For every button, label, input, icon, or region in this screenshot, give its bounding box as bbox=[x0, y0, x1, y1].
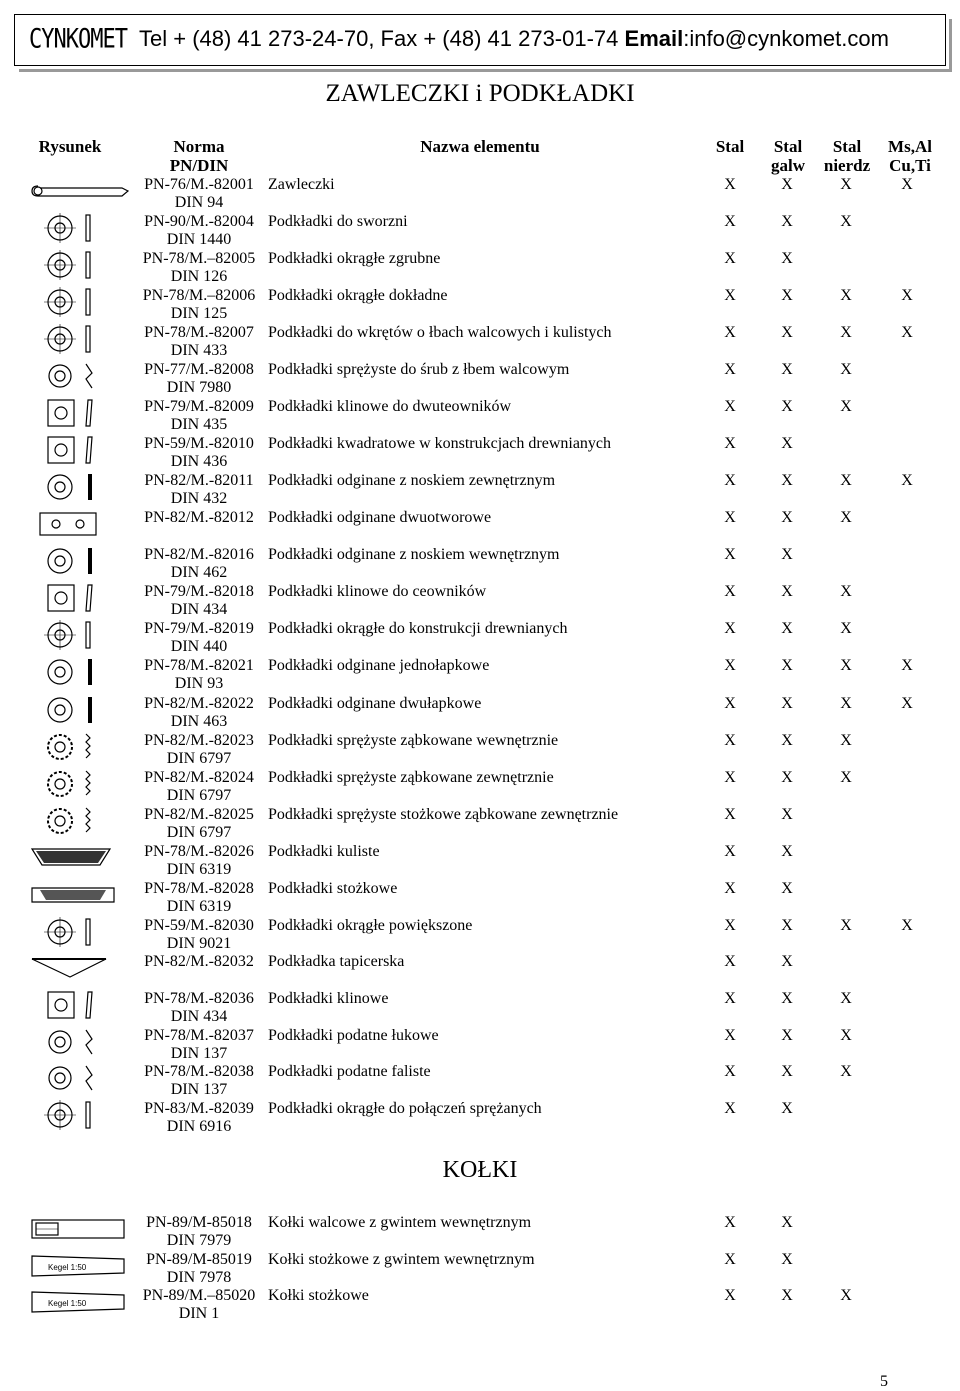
material-mark: X bbox=[781, 880, 793, 897]
section-title-pins: KOŁKI bbox=[442, 1157, 518, 1183]
element-name: Podkładki podatne faliste bbox=[268, 1063, 431, 1080]
material-mark: X bbox=[724, 806, 736, 823]
col-header-stainless-line2: nierdz bbox=[823, 156, 871, 175]
norm-cell bbox=[134, 843, 264, 879]
material-mark: X bbox=[724, 843, 736, 860]
material-mark: X bbox=[781, 1251, 793, 1268]
material-mark: X bbox=[781, 213, 793, 230]
element-name: Podkładki kwadratowe w konstrukcjach drewnianych bbox=[268, 435, 612, 452]
din-code: DIN 6797 bbox=[166, 750, 232, 767]
pn-code: PN-78/M.-82021 bbox=[144, 657, 254, 674]
washer-icon bbox=[30, 213, 130, 243]
pn-code: PN-89/M-85019 bbox=[146, 1251, 252, 1268]
norm-cell bbox=[134, 435, 264, 471]
svg-text:Kegel 1:50: Kegel 1:50 bbox=[48, 1299, 87, 1308]
element-name: Kołki walcowe z gwintem wewnętrznym bbox=[268, 1214, 532, 1231]
material-mark: X bbox=[724, 361, 736, 378]
din-code: DIN 433 bbox=[170, 342, 228, 359]
material-mark: X bbox=[840, 657, 852, 674]
taper-pin-icon bbox=[30, 1251, 130, 1281]
tab-washer-icon bbox=[30, 695, 130, 725]
email-label: Email bbox=[624, 26, 684, 51]
spring-washer-icon bbox=[30, 1027, 130, 1057]
material-mark: X bbox=[840, 990, 852, 1007]
pn-code: PN-82/M.-82024 bbox=[144, 769, 254, 786]
norm-cell bbox=[134, 806, 264, 842]
material-mark: X bbox=[781, 1214, 793, 1231]
material-mark: X bbox=[781, 324, 793, 341]
element-name: Podkładki klinowe do dwuteowników bbox=[268, 398, 512, 415]
element-name: Podkładki sprężyste ząbkowane wewnętrznie bbox=[268, 732, 559, 749]
pn-code: PN-79/M.-82019 bbox=[144, 620, 254, 637]
material-mark: X bbox=[840, 1027, 852, 1044]
material-mark: X bbox=[781, 546, 793, 563]
pn-code: PN-79/M.-82018 bbox=[144, 583, 254, 600]
din-code: DIN 434 bbox=[170, 1008, 228, 1025]
pn-code: PN-78/M.-82026 bbox=[144, 843, 254, 860]
norm-cell bbox=[134, 990, 264, 1026]
element-name: Kołki stożkowe bbox=[268, 1287, 369, 1304]
norm-cell bbox=[134, 917, 264, 953]
material-mark: X bbox=[781, 472, 793, 489]
material-mark: X bbox=[724, 250, 736, 267]
material-mark: X bbox=[901, 324, 913, 341]
upholstery-washer-icon bbox=[30, 953, 130, 983]
material-mark: X bbox=[724, 287, 736, 304]
pn-code: PN-82/M.-82022 bbox=[144, 695, 254, 712]
material-mark: X bbox=[724, 732, 736, 749]
spring-washer-icon bbox=[30, 361, 130, 391]
material-mark: X bbox=[724, 657, 736, 674]
spherical-washer-icon bbox=[30, 843, 130, 873]
element-name: Kołki stożkowe z gwintem wewnętrznym bbox=[268, 1251, 535, 1268]
din-code: DIN 9021 bbox=[166, 935, 232, 952]
element-name: Podkładki odginane dwułapkowe bbox=[268, 695, 482, 712]
square-washer-icon bbox=[30, 398, 130, 428]
material-mark: X bbox=[724, 398, 736, 415]
material-mark: X bbox=[724, 880, 736, 897]
norm-cell bbox=[134, 1287, 264, 1323]
din-code: DIN 1440 bbox=[166, 231, 232, 248]
pn-code: PN-82/M.-82011 bbox=[144, 472, 254, 489]
toothed-washer-icon bbox=[30, 769, 130, 799]
din-code: DIN 6319 bbox=[166, 861, 232, 878]
element-name: Podkładki sprężyste stożkowe ząbkowane zewnętrznie bbox=[268, 806, 619, 823]
cotter-pin-icon bbox=[30, 176, 130, 206]
material-mark: X bbox=[781, 1287, 793, 1304]
norm-cell bbox=[134, 1063, 264, 1099]
element-name: Podkładki okrągłe dokładne bbox=[268, 287, 448, 304]
norm-cell bbox=[134, 695, 264, 731]
material-mark: X bbox=[781, 1063, 793, 1080]
norm-cell bbox=[134, 1100, 264, 1136]
material-mark: X bbox=[724, 1214, 736, 1231]
pn-code: PN-78/M.–82005 bbox=[142, 250, 256, 267]
washer-icon bbox=[30, 620, 130, 650]
col-header-galvanized-line2: galw bbox=[771, 156, 805, 175]
din-code: DIN 435 bbox=[170, 416, 228, 433]
norm-cell bbox=[134, 176, 264, 212]
material-mark: X bbox=[840, 1287, 852, 1304]
spring-washer-icon bbox=[30, 1063, 130, 1093]
material-mark: X bbox=[724, 546, 736, 563]
washer-icon bbox=[30, 250, 130, 280]
material-mark: X bbox=[724, 917, 736, 934]
washer-icon bbox=[30, 287, 130, 317]
element-name: Podkładka tapicerska bbox=[268, 953, 405, 970]
pn-code: PN-82/M.-82023 bbox=[144, 732, 254, 749]
material-mark: X bbox=[840, 583, 852, 600]
col-header-norm-line1: Norma bbox=[173, 137, 225, 156]
material-mark: X bbox=[781, 287, 793, 304]
norm-cell bbox=[134, 324, 264, 360]
square-washer-icon bbox=[30, 435, 130, 465]
material-mark: X bbox=[840, 472, 852, 489]
pn-code: PN-78/M.-82036 bbox=[144, 990, 254, 1007]
norm-cell bbox=[134, 732, 264, 768]
din-code: DIN 432 bbox=[170, 490, 228, 507]
col-header-stainless-line1: Stal bbox=[832, 137, 862, 156]
norm-cell bbox=[134, 472, 264, 508]
col-header-drawing: Rysunek bbox=[38, 137, 102, 156]
material-mark: X bbox=[724, 1100, 736, 1117]
norm-cell bbox=[134, 213, 264, 249]
material-mark: X bbox=[724, 990, 736, 1007]
element-name: Podkładki stożkowe bbox=[268, 880, 398, 897]
norm-cell bbox=[134, 361, 264, 397]
din-code: DIN 94 bbox=[174, 194, 224, 211]
element-name: Podkładki okrągłe zgrubne bbox=[268, 250, 441, 267]
col-header-stainless bbox=[818, 137, 876, 175]
washer-icon bbox=[30, 917, 130, 947]
svg-text:Kegel 1:50: Kegel 1:50 bbox=[48, 1263, 87, 1272]
col-header-norm-line2: PN/DIN bbox=[169, 156, 229, 175]
pn-code: PN-79/M.-82009 bbox=[144, 398, 254, 415]
din-code: DIN 126 bbox=[170, 268, 228, 285]
norm-cell bbox=[134, 1214, 264, 1250]
norm-cell bbox=[134, 769, 264, 805]
din-code: DIN 434 bbox=[170, 601, 228, 618]
pn-code: PN-90/M.-82004 bbox=[144, 213, 254, 230]
material-mark: X bbox=[724, 472, 736, 489]
pn-code: PN-78/M.-82028 bbox=[144, 880, 254, 897]
din-code: DIN 462 bbox=[170, 564, 228, 581]
washer-icon bbox=[30, 1100, 130, 1130]
pn-code: PN-82/M.-82025 bbox=[144, 806, 254, 823]
element-name: Podkładki do wkrętów o łbach walcowych i kulistych bbox=[268, 324, 612, 341]
material-mark: X bbox=[781, 361, 793, 378]
contact-line bbox=[139, 26, 889, 52]
material-mark: X bbox=[840, 620, 852, 637]
pn-code: PN-89/M-85018 bbox=[146, 1214, 252, 1231]
material-mark: X bbox=[724, 1027, 736, 1044]
material-mark: X bbox=[840, 769, 852, 786]
element-name: Podkładki klinowe bbox=[268, 990, 389, 1007]
pn-code: PN-83/M.-82039 bbox=[144, 1100, 254, 1117]
din-code: DIN 93 bbox=[174, 675, 224, 692]
material-mark: X bbox=[840, 324, 852, 341]
pn-code: PN-89/M.–85020 bbox=[142, 1287, 256, 1304]
norm-cell bbox=[134, 509, 264, 527]
email-address[interactable]: :info@cynkomet.com bbox=[683, 26, 889, 51]
element-name: Zawleczki bbox=[268, 176, 335, 193]
material-mark: X bbox=[840, 213, 852, 230]
material-mark: X bbox=[781, 695, 793, 712]
material-mark: X bbox=[781, 250, 793, 267]
tab-washer-icon bbox=[30, 657, 130, 687]
din-code: DIN 463 bbox=[170, 713, 228, 730]
material-mark: X bbox=[781, 398, 793, 415]
material-mark: X bbox=[840, 509, 852, 526]
double-hole-washer-icon bbox=[30, 509, 130, 539]
material-mark: X bbox=[724, 324, 736, 341]
material-mark: X bbox=[781, 620, 793, 637]
pn-code: PN-76/M.-82001 bbox=[144, 176, 254, 193]
material-mark: X bbox=[781, 806, 793, 823]
element-name: Podkładki klinowe do ceowników bbox=[268, 583, 487, 600]
square-washer-icon bbox=[30, 990, 130, 1020]
material-mark: X bbox=[901, 472, 913, 489]
material-mark: X bbox=[724, 1063, 736, 1080]
taper-pin-icon bbox=[30, 1287, 130, 1317]
element-name: Podkładki sprężyste ząbkowane zewnętrznie bbox=[268, 769, 554, 786]
norm-cell bbox=[134, 953, 264, 971]
element-name: Podkładki odginane z noskiem wewnętrznym bbox=[268, 546, 560, 563]
col-header-nonferrous bbox=[880, 137, 940, 175]
material-mark: X bbox=[781, 657, 793, 674]
norm-cell bbox=[134, 880, 264, 916]
element-name: Podkładki sprężyste do śrub z łbem walcowym bbox=[268, 361, 570, 378]
din-code: DIN 137 bbox=[170, 1081, 228, 1098]
material-mark: X bbox=[781, 435, 793, 452]
conical-washer-icon bbox=[30, 880, 130, 910]
material-mark: X bbox=[781, 509, 793, 526]
material-mark: X bbox=[781, 583, 793, 600]
material-mark: X bbox=[901, 287, 913, 304]
material-mark: X bbox=[724, 953, 736, 970]
material-mark: X bbox=[781, 917, 793, 934]
material-mark: X bbox=[724, 435, 736, 452]
material-mark: X bbox=[781, 953, 793, 970]
material-mark: X bbox=[781, 1027, 793, 1044]
material-mark: X bbox=[781, 176, 793, 193]
col-header-galvanized-line1: Stal bbox=[773, 137, 803, 156]
din-code: DIN 6797 bbox=[166, 824, 232, 841]
material-mark: X bbox=[840, 732, 852, 749]
col-header-nonferrous-line1: Ms,Al bbox=[888, 137, 932, 156]
element-name: Podkładki kuliste bbox=[268, 843, 380, 860]
din-code: DIN 6319 bbox=[166, 898, 232, 915]
pn-code: PN-78/M.-82038 bbox=[144, 1063, 254, 1080]
pn-code: PN-59/M.-82030 bbox=[144, 917, 254, 934]
contact-phone-fax: Tel + (48) 41 273-24-70, Fax + (48) 41 273-01-74 bbox=[139, 26, 625, 51]
toothed-washer-icon bbox=[30, 806, 130, 836]
norm-cell bbox=[134, 546, 264, 582]
square-washer-icon bbox=[30, 583, 130, 613]
element-name: Podkładki okrągłe powiększone bbox=[268, 917, 473, 934]
material-mark: X bbox=[724, 583, 736, 600]
element-name: Podkładki okrągłe do konstrukcji drewnianych bbox=[268, 620, 568, 637]
din-code: DIN 440 bbox=[170, 638, 228, 655]
material-mark: X bbox=[724, 1287, 736, 1304]
pn-code: PN-82/M.-82012 bbox=[144, 509, 254, 526]
pn-code: PN-78/M.-82037 bbox=[144, 1027, 254, 1044]
element-name: Podkładki okrągłe do połączeń sprężanych bbox=[268, 1100, 542, 1117]
material-mark: X bbox=[781, 732, 793, 749]
pn-code: PN-78/M.-82007 bbox=[144, 324, 254, 341]
material-mark: X bbox=[724, 695, 736, 712]
din-code: DIN 7978 bbox=[166, 1269, 232, 1286]
material-mark: X bbox=[840, 398, 852, 415]
material-mark: X bbox=[901, 917, 913, 934]
tab-washer-icon bbox=[30, 472, 130, 502]
material-mark: X bbox=[724, 769, 736, 786]
din-code: DIN 137 bbox=[170, 1045, 228, 1062]
material-mark: X bbox=[901, 176, 913, 193]
pn-code: PN-77/M.-82008 bbox=[144, 361, 254, 378]
material-mark: X bbox=[840, 361, 852, 378]
din-code: DIN 125 bbox=[170, 305, 228, 322]
din-code: DIN 7980 bbox=[166, 379, 232, 396]
col-header-norm bbox=[134, 137, 264, 175]
norm-cell bbox=[134, 398, 264, 434]
material-mark: X bbox=[840, 695, 852, 712]
pn-code: PN-78/M.–82006 bbox=[142, 287, 256, 304]
material-mark: X bbox=[781, 843, 793, 860]
element-name: Podkładki odginane jednołapkowe bbox=[268, 657, 490, 674]
material-mark: X bbox=[840, 176, 852, 193]
norm-cell bbox=[134, 620, 264, 656]
section-title-washers: ZAWLECZKI i PODKŁADKI bbox=[325, 80, 635, 107]
col-header-galvanized bbox=[763, 137, 813, 175]
pn-code: PN-82/M.-82032 bbox=[144, 953, 254, 970]
din-code: DIN 1 bbox=[178, 1305, 220, 1322]
norm-cell bbox=[134, 1027, 264, 1063]
col-header-steel: Stal bbox=[715, 137, 745, 156]
material-mark: X bbox=[901, 657, 913, 674]
element-name: Podkładki odginane dwuotworowe bbox=[268, 509, 492, 526]
material-mark: X bbox=[840, 917, 852, 934]
material-mark: X bbox=[724, 213, 736, 230]
company-logo: CYNKOMET bbox=[29, 24, 127, 55]
din-code: DIN 7979 bbox=[166, 1232, 232, 1249]
material-mark: X bbox=[781, 769, 793, 786]
din-code: DIN 6797 bbox=[166, 787, 232, 804]
material-mark: X bbox=[840, 287, 852, 304]
element-name: Podkładki podatne łukowe bbox=[268, 1027, 439, 1044]
pn-code: PN-82/M.-82016 bbox=[144, 546, 254, 563]
din-code: DIN 436 bbox=[170, 453, 228, 470]
material-mark: X bbox=[781, 990, 793, 1007]
page-number: 5 bbox=[880, 1373, 888, 1390]
norm-cell bbox=[134, 287, 264, 323]
element-name: Podkładki odginane z noskiem zewnętrznym bbox=[268, 472, 556, 489]
col-header-nonferrous-line2: Cu,Ti bbox=[889, 156, 931, 175]
norm-cell bbox=[134, 583, 264, 619]
material-mark: X bbox=[724, 509, 736, 526]
washer-icon bbox=[30, 324, 130, 354]
tab-washer-icon bbox=[30, 546, 130, 576]
pn-code: PN-59/M.-82010 bbox=[144, 435, 254, 452]
material-mark: X bbox=[781, 1100, 793, 1117]
norm-cell bbox=[134, 250, 264, 286]
element-name: Podkładki do sworzni bbox=[268, 213, 408, 230]
norm-cell bbox=[134, 657, 264, 693]
material-mark: X bbox=[724, 176, 736, 193]
material-mark: X bbox=[724, 620, 736, 637]
toothed-washer-icon bbox=[30, 732, 130, 762]
material-mark: X bbox=[840, 1063, 852, 1080]
dowel-pin-icon bbox=[30, 1214, 130, 1244]
norm-cell bbox=[134, 1251, 264, 1287]
din-code: DIN 6916 bbox=[166, 1118, 232, 1135]
material-mark: X bbox=[901, 695, 913, 712]
col-header-name: Nazwa elementu bbox=[420, 137, 540, 156]
material-mark: X bbox=[724, 1251, 736, 1268]
header-box bbox=[14, 14, 946, 66]
